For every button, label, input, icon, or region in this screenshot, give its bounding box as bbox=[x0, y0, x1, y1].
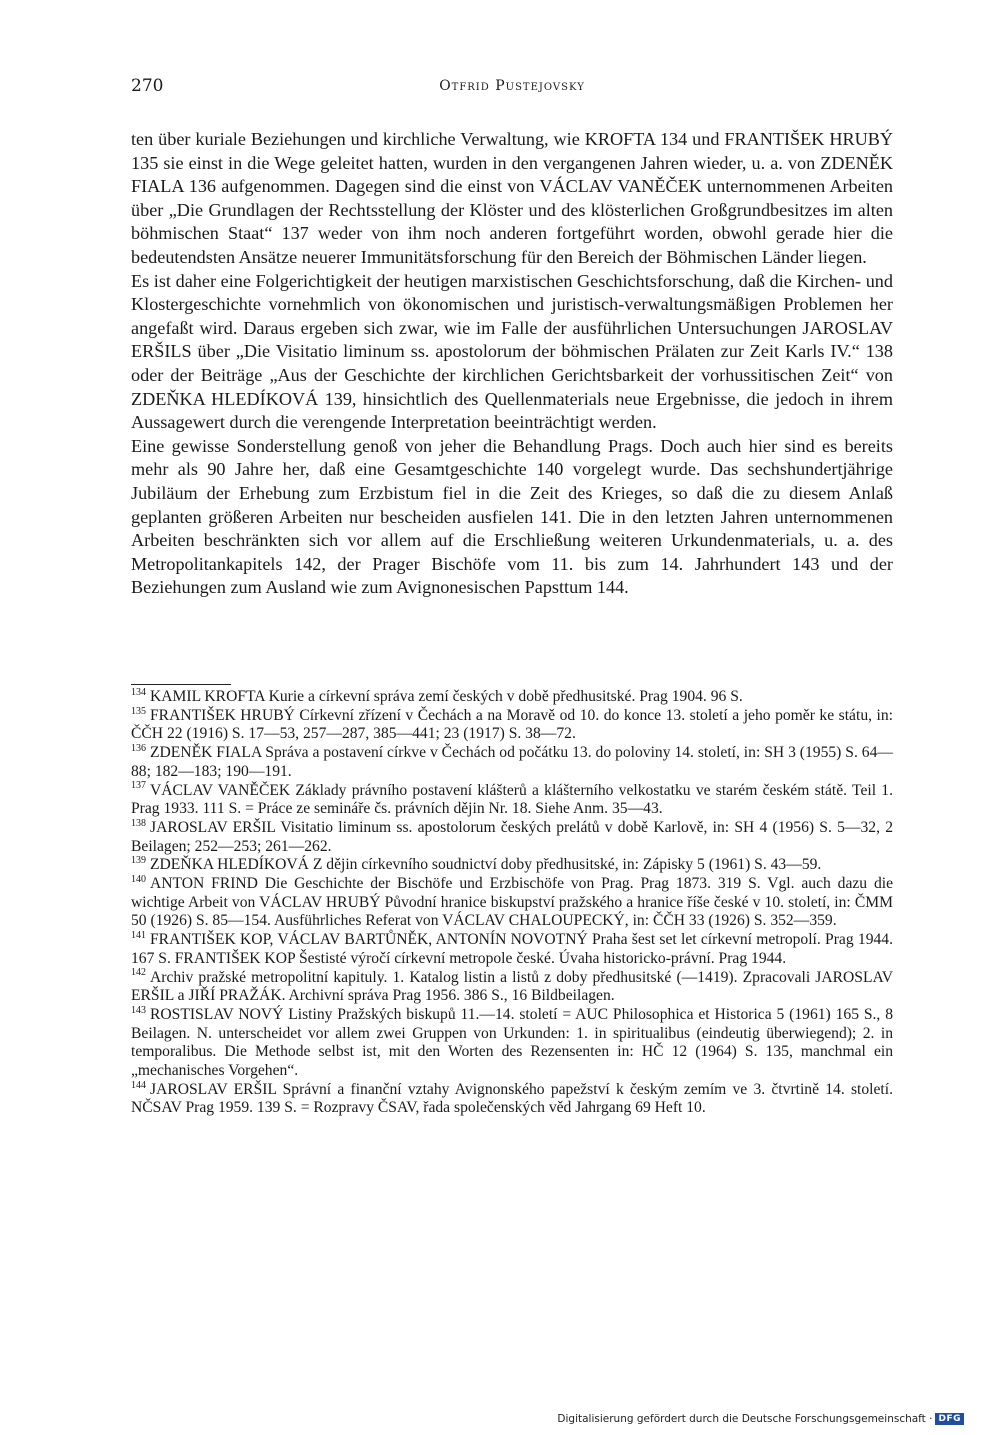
footnote-text: ZDEŇKA HLEDÍKOVÁ Z dějin církevního soudnictví doby předhusitské, in: Zápisky 5 (1961) S. 43—59. bbox=[150, 856, 822, 874]
footnote-number: 134 bbox=[131, 686, 146, 698]
running-head: Otfrid Pustejovsky bbox=[439, 78, 585, 94]
footnote-number: 139 bbox=[131, 855, 146, 867]
body-paragraph: Eine gewisse Sonderstellung genoß von jeher die Behandlung Prags. Doch auch hier sind es bereits mehr als 90 Jahre her, daß eine Gesamtgeschichte 140 vorgelegt wurde. Das sechshundertjährige Jubiläum der Erhebung zum Erzbistum fiel in die Zeit des Krieges, so daß die zu diesem Anlaß geplanten größeren Arbeiten nur bescheiden ausfielen 141. Die in den letzten Jahren unternommenen Arbeiten beschränkten sich vor allem auf die Erschließung weiteren Urkundenmaterials, u. a. des Metropolitankapitels 142, der Prager Bischöfe vom 11. bis zum 14. Jahrhundert 143 und der Beziehungen zum Ausland wie zum Avignonesischen Papsttum 144. bbox=[131, 435, 893, 598]
footnote bbox=[131, 819, 893, 856]
footnote bbox=[131, 707, 893, 744]
footnote-number: 135 bbox=[131, 705, 146, 717]
footnote-text: ZDENĚK FIALA Správa a postavení církve v Čechách od počátku 13. do poloviny 14. století, in: SH 3 (1955) S. 64—88; 182—183; 190—191. bbox=[131, 744, 893, 780]
body-text bbox=[131, 128, 893, 600]
digitization-credit bbox=[557, 1413, 964, 1425]
footnote-text: VÁCLAV VANĚČEK Základy právního postavení klášterů a klášterního velkostatku ve starém českém státě. Teil 1. Prag 1933. 111 S. = Práce ze semináře čs. právních dějin Nr. 18. Siehe Anm. 35—43. bbox=[131, 781, 893, 818]
footnote-text: JAROSLAV ERŠIL Správní a finanční vztahy Avignonského papežství k českým zemím ve 3. čtvrtině 14. století. NČSAV Prag 1959. 139 S. = Rozpravy ČSAV, řada společenských věd Jahrgang 69 Heft 10. bbox=[131, 1080, 893, 1117]
footnote-text: FRANTIŠEK HRUBÝ Církevní zřízení v Čechách a na Moravě od 10. do konce 13. století a jeho poměr ke státu, in: ČČH 22 (1916) S. 17—53, 257—287, 385—441; 23 (1917) S. 38—72. bbox=[131, 706, 893, 743]
footnote bbox=[131, 856, 893, 875]
footnote bbox=[131, 875, 893, 931]
footnote-number: 138 bbox=[131, 817, 146, 829]
footnote bbox=[131, 1006, 893, 1081]
body-paragraph: ten über kuriale Beziehungen und kirchliche Verwaltung, wie KROFTA 134 und FRANTIŠEK HRUBÝ 135 sie einst in die Wege geleitet hatten, wurden in den vergangenen Jahren wieder, u. a. von ZDENĚK FIALA 136 aufgenommen. Dagegen sind die einst von VÁCLAV VANĚČEK unternommenen Arbeiten über „Die Grundlagen der Rechtsstellung der Klöster und des klösterlichen Großgrundbesitzes im alten böhmischen Staat“ 137 weder von ihm noch anderen fortgeführt worden, obwohl gerade hier die bedeutendsten Ansätze neuerer Immunitätsforschung für den Bereich der Böhmischen Länder liegen. bbox=[131, 129, 893, 267]
body-paragraph: Es ist daher eine Folgerichtigkeit der heutigen marxistischen Geschichtsforschung, daß die Kirchen- und Klostergeschichte vornehmlich von ökonomischen und juristisch-verwaltungsmäßigen Problemen her angefaßt wird. Daraus ergeben sich zwar, wie im Falle der ausführlichen Untersuchungen JAROSLAV ERŠILS über „Die Visitatio liminum ss. apostolorum der böhmischen Prälaten zur Zeit Karls IV.“ 138 oder der Beiträge „Aus der Geschichte der kirchlichen Gerichtsbarkeit der vorhussitischen Zeit“ von ZDEŇKA HLEDÍKOVÁ 139, hinsichtlich des Quellenmaterials neue Ergebnisse, die jedoch in ihrem Aussagewert durch die verengende Interpretation beeinträchtigt werden. bbox=[131, 270, 893, 433]
footnote-number: 141 bbox=[131, 929, 146, 941]
footnote bbox=[131, 744, 893, 781]
credit-text: Digitalisierung gefördert durch die Deutsche Forschungsgemeinschaft · bbox=[557, 1413, 933, 1425]
footnote bbox=[131, 969, 893, 1006]
footnote-number: 137 bbox=[131, 780, 146, 792]
footnote-number: 140 bbox=[131, 873, 146, 885]
footnotes bbox=[131, 688, 893, 1118]
footnote-text: ROSTISLAV NOVÝ Listiny Pražských biskupů 11.—14. století = AUC Philosophica et Historica 5 (1961) 165 S., 8 Beilagen. N. unterscheidet vor allem zwei Gruppen von Urkunden: 1. in spiritualibus (eindeutig überwiegend); 2. in temporalibus. Die Methode selbst ist, mit den Worten des Rezensenten in: HČ 12 (1964) S. 135, manchmal ein „mechanisches Vorgehen“. bbox=[131, 1005, 893, 1080]
footnote-text: FRANTIŠEK KOP, VÁCLAV BARTŮNĚK, ANTONÍN NOVOTNÝ Praha šest set let církevní metropolí. Prag 1944. 167 S. FRANTIŠEK KOP Šestisté výročí církevní metropole české. Úvaha historicko-právní. Prag 1944. bbox=[131, 931, 893, 967]
footnote-text: JAROSLAV ERŠIL Visitatio liminum ss. apostolorum českých prelátů v době Karlově, in: SH 4 (1956) S. 5—32, 2 Beilagen; 252—253; 261—262. bbox=[131, 818, 893, 855]
page-header bbox=[131, 76, 893, 100]
footnote-text: ANTON FRIND Die Geschichte der Bischöfe und Erzbischöfe von Prag. Prag 1873. 319 S. Vgl. auch dazu die wichtige Arbeit von VÁCLAV HRUBÝ Původní hranice biskupství pražského a hranice říše české v 10. století, in: ČMM 50 (1926) S. 85—154. Ausführliches Referat von VÁCLAV CHALOUPECKÝ, in: ČČH 33 (1926) S. 352—359. bbox=[131, 875, 893, 930]
footnote bbox=[131, 931, 893, 968]
page-number: 270 bbox=[131, 76, 164, 96]
footnote bbox=[131, 1081, 893, 1118]
footnote bbox=[131, 782, 893, 819]
dfg-logo-icon: DFG bbox=[935, 1413, 964, 1425]
footnote-text: KAMIL KROFTA Kurie a církevní správa zemí českých v době předhusitské. Prag 1904. 96 S. bbox=[150, 688, 743, 705]
footnote-divider bbox=[131, 684, 231, 685]
footnote-text: Archiv pražské metropolitní kapituly. 1. Katalog listin a listů z doby předhusitské (—1419). Zpracovali JAROSLAV ERŠIL a JIŘÍ PRAŽÁK. Archivní správa Prag 1956. 386 S., 16 Bildbeilagen. bbox=[131, 968, 893, 1005]
footnote-number: 142 bbox=[131, 967, 146, 979]
footnote-number: 136 bbox=[131, 742, 146, 754]
footnote bbox=[131, 688, 893, 707]
footnote-number: 143 bbox=[131, 1004, 146, 1016]
footnote-number: 144 bbox=[131, 1079, 146, 1091]
